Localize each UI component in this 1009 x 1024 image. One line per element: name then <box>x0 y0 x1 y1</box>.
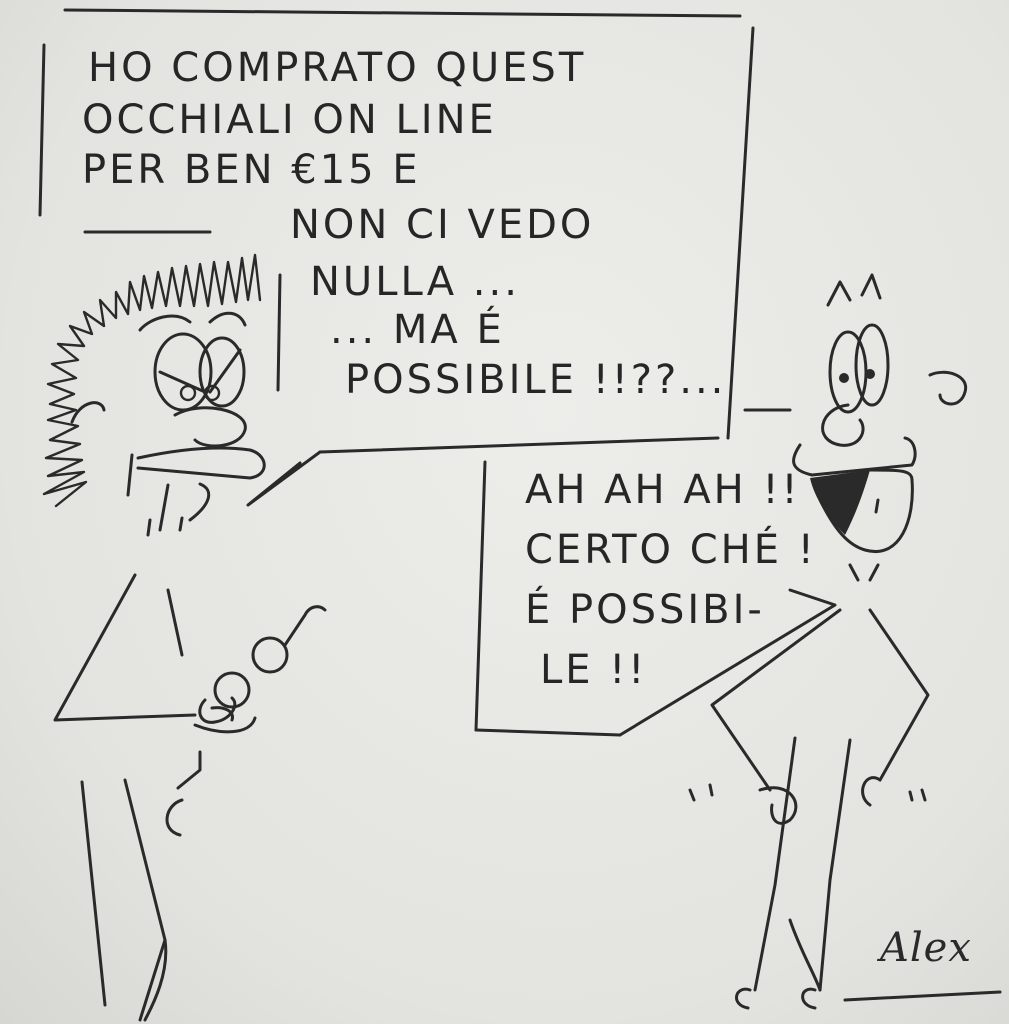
angry-character <box>44 255 325 1020</box>
left-bubble-line-6: ... MA É <box>330 307 505 353</box>
left-body <box>55 575 195 720</box>
right-bubble-line-2: CERTO CHÉ ! <box>525 527 817 573</box>
laughing-character <box>690 275 1000 1008</box>
left-bubble-line-1: HO COMPRATO QUEST <box>88 45 587 91</box>
left-bubble-line-5: NULLA ... <box>310 259 520 305</box>
right-bubble-line-3: É POSSIBI- <box>525 587 765 633</box>
right-bubble-line-4: LE !! <box>540 647 648 693</box>
right-body <box>712 610 840 790</box>
glasses-in-hand <box>200 607 325 723</box>
left-bubble-line-2: OCCHIALI ON LINE <box>82 97 497 143</box>
left-bubble-line-4: NON CI VEDO <box>290 202 595 248</box>
artist-signature: Alex <box>880 925 972 971</box>
left-bubble-line-7: POSSIBILE !!??... <box>345 357 727 403</box>
panel-top-line <box>65 10 740 16</box>
left-bubble-line-3: PER BEN €15 E <box>82 147 421 193</box>
right-bubble-line-1: AH AH AH !! <box>525 467 801 513</box>
